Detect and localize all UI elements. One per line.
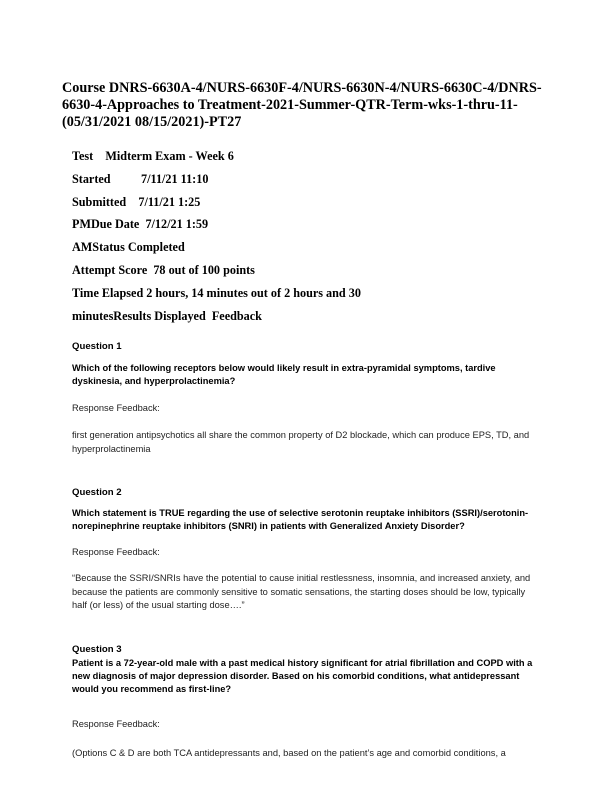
response-feedback-text: (Options C & D are both TCA antidepressants and, based on the patient’s age and comorbid conditions, a: [72, 747, 506, 758]
response-feedback-text: first generation antipsychotics all share the common property of D2 blockade, which can produce EPS, TD, and hyperprolactinemia: [72, 430, 530, 454]
response-feedback-label: Response Feedback:: [72, 403, 160, 414]
question-text: Which statement is TRUE regarding the use of selective serotonin reuptake inhibitors (SSRI)/serotonin-norepinephrine reuptake inhibitors (SNRI) in patients with Generalized Anxiety Disorder?: [72, 508, 529, 532]
question-text: Which of the following receptors below would likely result in extra-pyramidal symptoms, tardive dyskinesia, and hyperprolactinemia?: [72, 363, 496, 387]
meta-results-displayed: minutesResults Displayed Feedback: [72, 308, 262, 323]
question-1: [72, 340, 542, 456]
response-feedback-label: Response Feedback:: [72, 718, 160, 729]
response-feedback-label: Response Feedback:: [72, 547, 160, 558]
course-title: Course DNRS-6630A-4/NURS-6630F-4/NURS-6630N-4/NURS-6630C-4/DNRS-6630-4-Approaches to Treatment-2021-Summer-QTR-Term-wks-1-thru-11-(05/31/2021 08/15/2021)-PT27: [62, 80, 542, 130]
response-feedback-text: “Because the SSRI/SNRIs have the potential to cause initial restlessness, insomnia, and increased anxiety, and because the patients are commonly sensitive to somatic sensations, the starting doses should be low, typically half (or less) of the usual starting dose….”: [72, 573, 531, 610]
question-text: Patient is a 72-year-old male with a past medical history significant for atrial fibrillation and COPD with a new diagnosis of major depression disorder. Based on his comorbid conditions, what antidepressant would you recommend as first-line?: [72, 658, 533, 695]
exam-meta: [72, 145, 542, 327]
meta-status: AMStatus Completed: [72, 240, 185, 255]
question-2: [72, 486, 542, 612]
question-label: Question 2: [72, 487, 122, 498]
meta-attempt-score: Attempt Score 78 out of 100 points: [72, 262, 255, 277]
meta-due-date: PMDue Date 7/12/21 1:59: [72, 217, 209, 232]
question-label: Question 3: [72, 644, 122, 655]
question-3: [72, 643, 542, 760]
meta-time-elapsed: Time Elapsed 2 hours, 14 minutes out of 2 hours and 30: [72, 285, 361, 300]
meta-started: Started 7/11/21 11:10: [72, 171, 209, 186]
meta-test: Test Midterm Exam - Week 6: [72, 149, 234, 163]
meta-submitted: Submitted 7/11/21 1:25: [72, 194, 201, 209]
question-label: Question 1: [72, 341, 122, 352]
